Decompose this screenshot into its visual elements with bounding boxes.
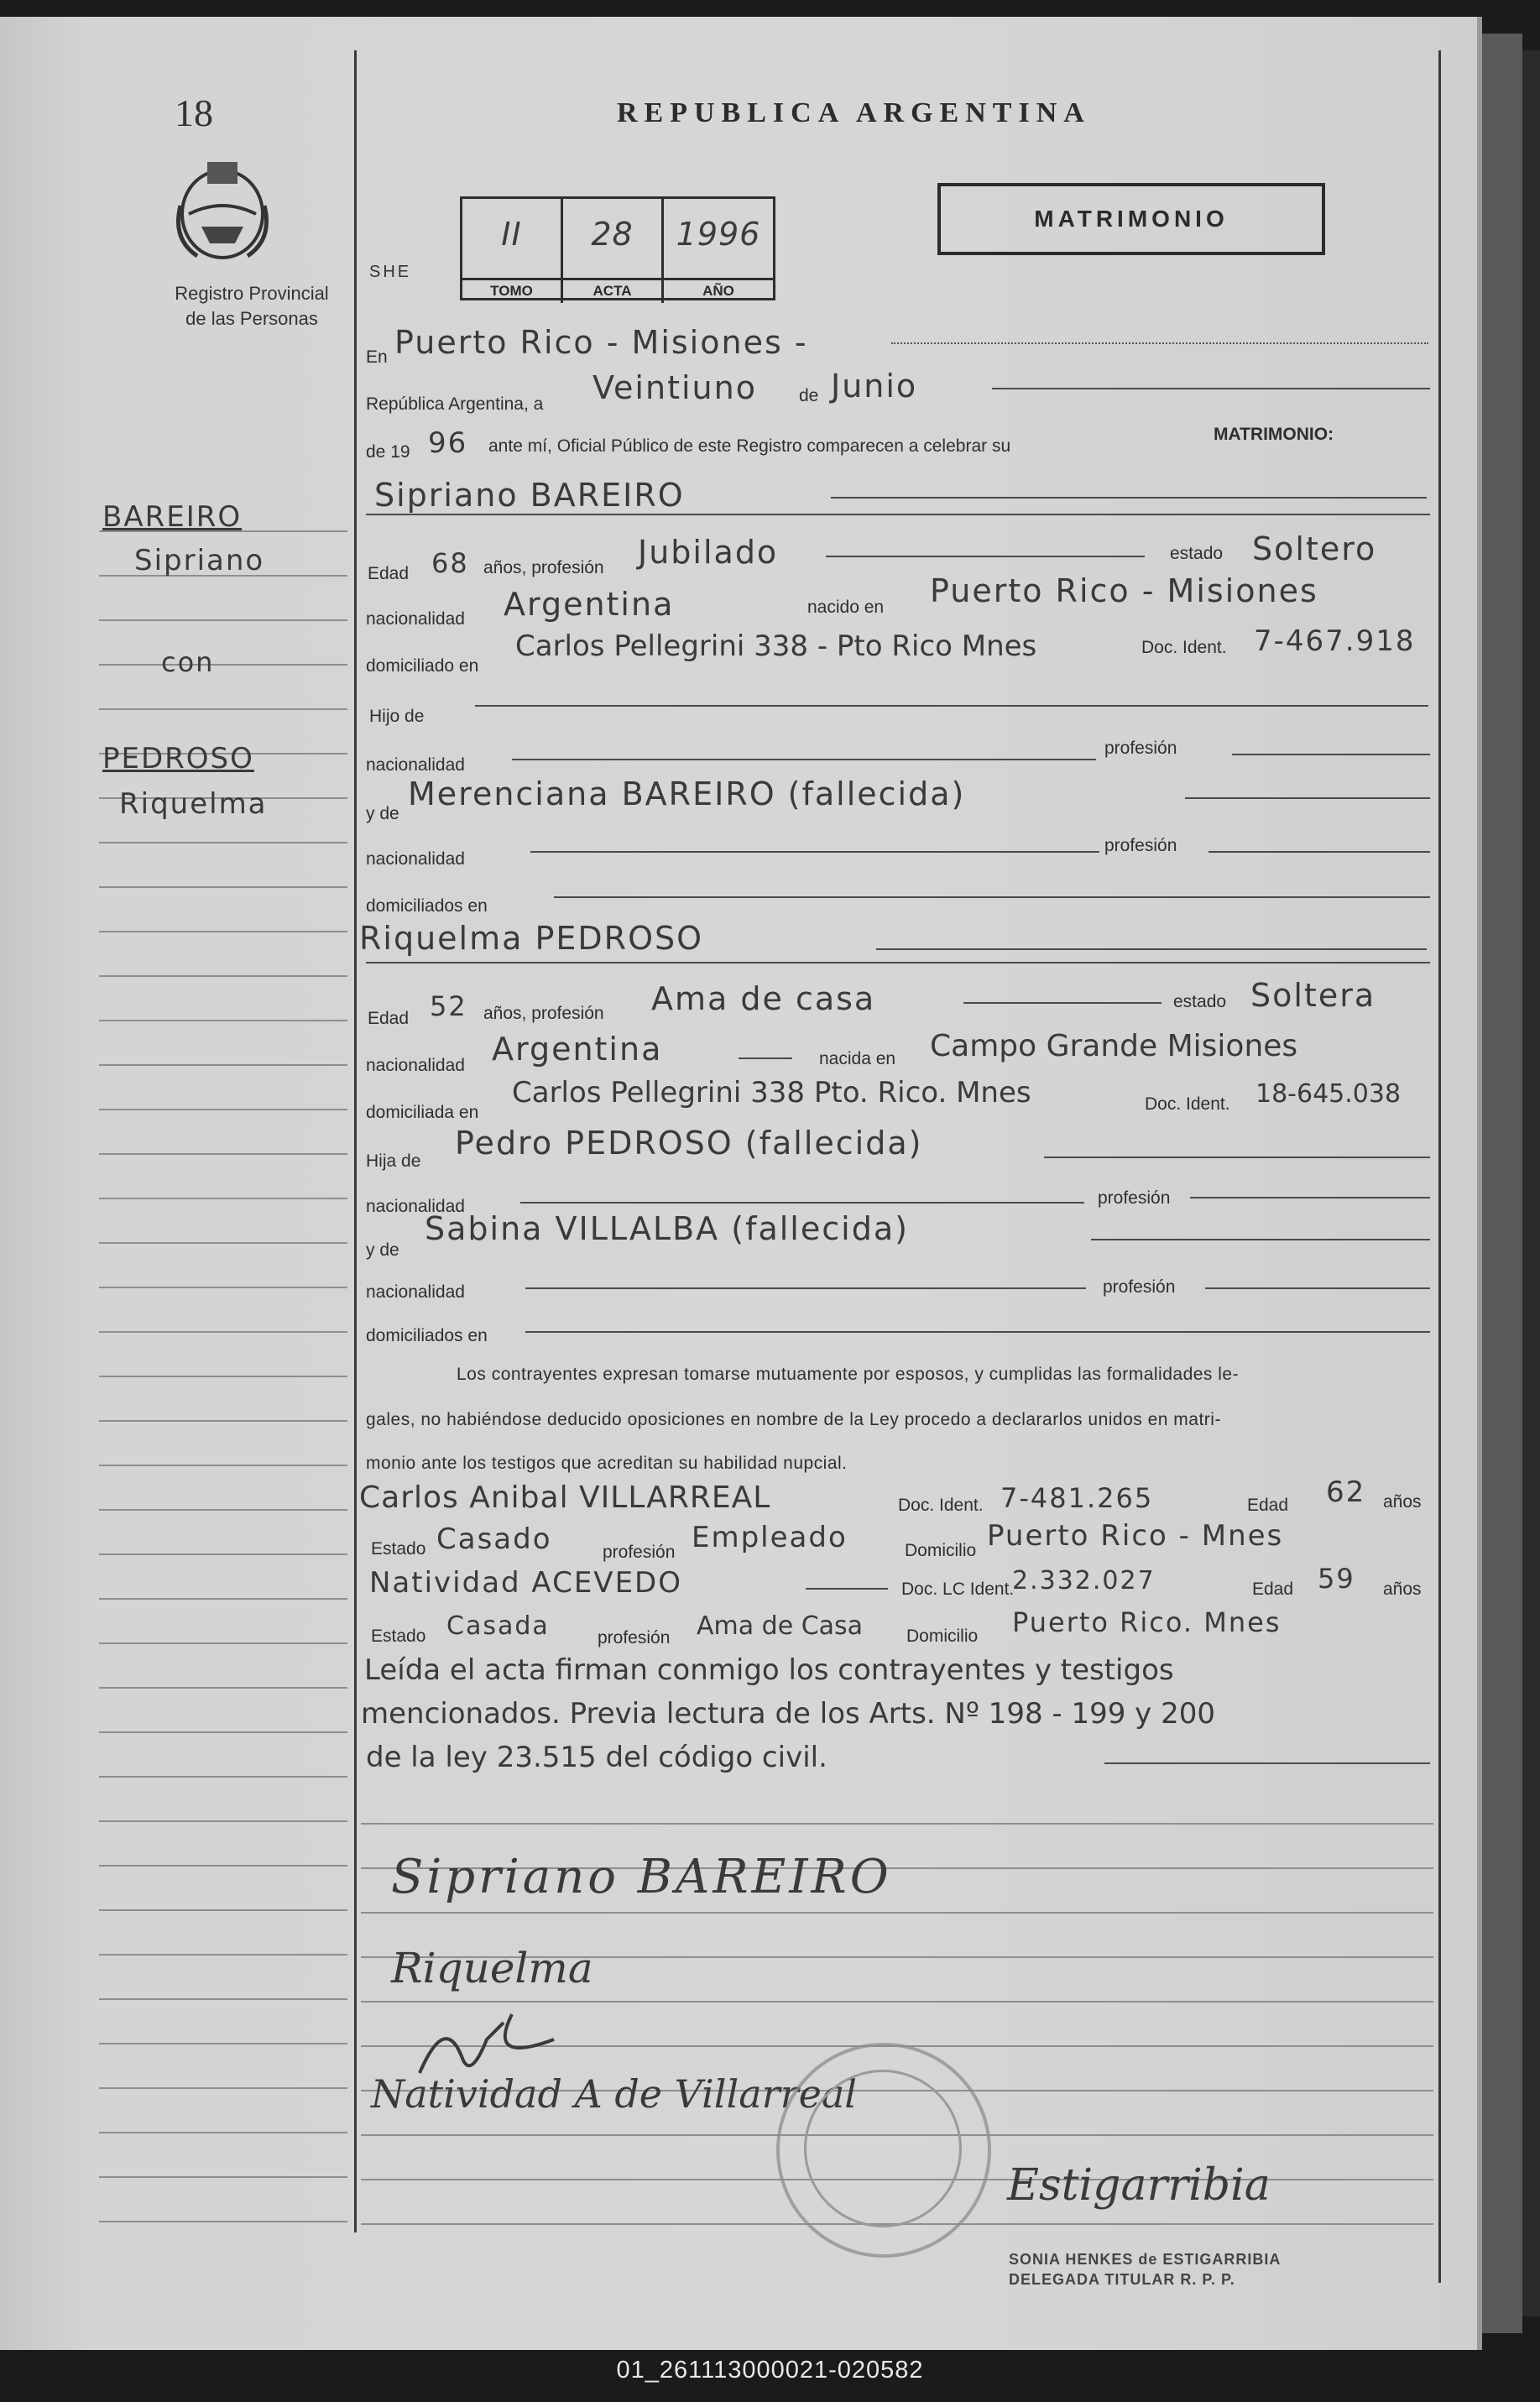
groom-doc-number: 7-467.918 xyxy=(1254,624,1416,658)
groom-parents-dom-label: domiciliados en xyxy=(366,896,488,916)
margin-groom-name: Sipriano xyxy=(134,544,265,577)
groom-mother-nat-line xyxy=(530,851,1099,853)
bride-father-nat-label: nacionalidad xyxy=(366,1197,465,1216)
groom-estado-label: estado xyxy=(1170,544,1224,563)
intro-text: ante mí, Oficial Público de este Registro comparecen a celebrar su xyxy=(488,436,1011,456)
signature-bride: Riquelma xyxy=(391,1944,593,1992)
groom-name-line xyxy=(831,497,1427,499)
witness2-status: Casada xyxy=(446,1611,550,1641)
witness1-domicilio-label: Domicilio xyxy=(905,1541,977,1560)
closing-line xyxy=(1104,1762,1430,1764)
bride-profession: Ama de casa xyxy=(651,980,876,1017)
bride-name-line xyxy=(876,948,1427,950)
witness2-profesion-label: profesión xyxy=(598,1628,671,1647)
witness1-profession: Empleado xyxy=(692,1521,848,1554)
groom-name-line2 xyxy=(366,514,1430,515)
bride-nacida-label: nacida en xyxy=(819,1049,896,1068)
groom-mother-line xyxy=(1185,797,1430,799)
bride-parents-dom-label: domiciliados en xyxy=(366,1326,488,1345)
bride-mother-nat-label: nacionalidad xyxy=(366,1282,465,1302)
tomo-acta-anio-table xyxy=(460,196,775,300)
bride-status: Soltera xyxy=(1250,977,1376,1014)
bride-estado-label: estado xyxy=(1173,992,1227,1011)
anio-cell: 1996 AÑO xyxy=(664,199,773,303)
closing-line1: Leída el acta firman conmigo los contrayentes y testigos xyxy=(364,1653,1174,1687)
left-margin-line xyxy=(354,50,357,2232)
bride-mother: Sabina VILLALBA (fallecida) xyxy=(425,1210,909,1247)
signature-groom: Sipriano BAREIRO xyxy=(391,1850,892,1904)
witness2-address: Puerto Rico. Mnes xyxy=(1012,1606,1282,1638)
groom-father-prof-line xyxy=(1232,754,1430,755)
day-value: Veintiuno xyxy=(593,369,757,406)
bride-mother-prof-line xyxy=(1205,1287,1430,1289)
groom-dom-label: domiciliado en xyxy=(366,656,479,676)
witness2-name-line xyxy=(806,1588,888,1590)
bride-father-nat-line xyxy=(520,1202,1084,1204)
bride-father-line xyxy=(1044,1157,1430,1158)
officer-block xyxy=(1009,2249,1281,2290)
witness2-doc-number: 2.332.027 xyxy=(1012,1566,1156,1595)
witness2-anos-label: años xyxy=(1383,1580,1422,1599)
bride-yde-label: y de xyxy=(366,1240,399,1260)
groom-birthplace: Puerto Rico - Misiones xyxy=(930,572,1318,609)
place-line xyxy=(891,342,1428,346)
bride-age: 52 xyxy=(430,990,467,1022)
bride-mother-prof-label: profesión xyxy=(1103,1277,1176,1297)
year-prefix: de 19 xyxy=(366,442,410,462)
registry-page xyxy=(0,17,1482,2350)
groom-father-prof-label: profesión xyxy=(1104,739,1177,758)
intro-bold: MATRIMONIO: xyxy=(1214,425,1334,444)
bride-address: Carlos Pellegrini 338 Pto. Rico. Mnes xyxy=(512,1076,1031,1110)
witness1-anos-label: años xyxy=(1383,1492,1422,1512)
tomo-cell: II TOMO xyxy=(462,199,563,303)
folio-number: 18 xyxy=(175,91,213,134)
bride-prof-line xyxy=(963,1002,1162,1004)
officer-name: SONIA HENKES de ESTIGARRIBIA xyxy=(1009,2251,1282,2268)
signature-officer: Estigarribia xyxy=(1007,2160,1271,2211)
witness2-estado-label: Estado xyxy=(371,1627,426,1646)
declaration-line1: Los contrayentes expresan tomarse mutuamente por esposos, y cumplidas las formalidades le- xyxy=(457,1365,1240,1384)
official-seal-inner xyxy=(804,2070,962,2227)
book-edge-shadow xyxy=(1522,50,1540,2316)
de-label: de xyxy=(799,386,819,405)
groom-age: 68 xyxy=(431,547,469,579)
groom-nationality: Argentina xyxy=(504,586,675,623)
bride-father: Pedro PEDROSO (fallecida) xyxy=(455,1125,923,1162)
margin-bride-name: Riquelma xyxy=(119,787,268,821)
declaration-line2: gales, no habiéndose deducido oposiciones en nombre de la Ley procedo a declararlos unidos en matri- xyxy=(366,1410,1221,1429)
witness1-address: Puerto Rico - Mnes xyxy=(987,1519,1284,1553)
groom-mother-prof-label: profesión xyxy=(1104,836,1177,855)
registry-name: Registro Provincial de las Personas xyxy=(175,283,329,329)
groom-profesion-label: años, profesión xyxy=(483,558,604,577)
date-line xyxy=(992,388,1430,389)
groom-full-name: Sipriano BAREIRO xyxy=(374,477,685,514)
witness1-edad-label: Edad xyxy=(1247,1496,1289,1515)
year-suffix: 96 xyxy=(428,426,468,460)
bride-birthplace: Campo Grande Misiones xyxy=(930,1029,1298,1063)
bride-father-prof-line xyxy=(1190,1197,1430,1198)
witness1-age: 62 xyxy=(1326,1475,1366,1509)
book-edge xyxy=(1482,34,1522,2333)
signature-witness2: Natividad A de Villarreal xyxy=(371,2071,857,2117)
bride-father-prof-label: profesión xyxy=(1098,1188,1171,1208)
bride-nat-line xyxy=(739,1057,792,1059)
en-label: En xyxy=(366,347,388,367)
bride-profesion-label: años, profesión xyxy=(483,1004,604,1023)
month-value: Junio xyxy=(831,368,918,405)
groom-parents-dom-line xyxy=(554,896,1430,898)
witness2-doc-label: Doc. LC Ident. xyxy=(901,1580,1015,1599)
bride-doc-label: Doc. Ident. xyxy=(1145,1094,1230,1114)
groom-profession: Jubilado xyxy=(638,534,779,571)
place-value: Puerto Rico - Misiones - xyxy=(394,324,808,361)
witness2-age: 59 xyxy=(1318,1563,1355,1595)
margin-bride-surname: PEDROSO xyxy=(102,742,254,775)
groom-mother-nat-label: nacionalidad xyxy=(366,849,465,869)
groom-yde-label: y de xyxy=(366,804,399,823)
groom-mother-prof-line xyxy=(1209,851,1430,853)
witness1-estado-label: Estado xyxy=(371,1539,426,1559)
witness1-doc-label: Doc. Ident. xyxy=(898,1496,984,1515)
groom-hijo-label: Hijo de xyxy=(369,707,425,726)
declaration-line3: monio ante los testigos que acreditan su habilidad nupcial. xyxy=(366,1454,848,1473)
witness2-domicilio-label: Domicilio xyxy=(906,1627,979,1646)
republic-label: República Argentina, a xyxy=(366,394,544,414)
groom-doc-label: Doc. Ident. xyxy=(1141,638,1227,657)
groom-status: Soltero xyxy=(1252,530,1377,567)
bride-mother-nat-line xyxy=(525,1287,1086,1289)
witness1-status: Casado xyxy=(436,1522,552,1556)
bride-mother-line xyxy=(1091,1239,1430,1240)
witness2-name: Natividad ACEVEDO xyxy=(369,1566,682,1600)
margin-connector: con xyxy=(161,646,215,678)
bride-nat-label: nacionalidad xyxy=(366,1056,465,1075)
acta-cell: 28 ACTA xyxy=(563,199,664,303)
groom-father-nat-line xyxy=(512,759,1096,760)
closing-line3: de la ley 23.515 del código civil. xyxy=(366,1741,827,1774)
groom-father-line xyxy=(475,705,1428,707)
country-title: REPUBLICA ARGENTINA xyxy=(617,97,1091,128)
witness1-profesion-label: profesión xyxy=(603,1543,676,1562)
bride-name-line2 xyxy=(366,962,1430,963)
file-id-label: 01_261113000021-020582 xyxy=(616,2357,924,2384)
bride-edad-label: Edad xyxy=(368,1009,410,1028)
margin-groom-surname: BAREIRO xyxy=(102,500,243,534)
bride-full-name: Riquelma PEDROSO xyxy=(359,920,704,957)
officer-title: DELEGADA TITULAR R. P. P. xyxy=(1009,2271,1235,2288)
act-type-box: MATRIMONIO xyxy=(937,183,1325,255)
bride-dom-label: domiciliada en xyxy=(366,1103,479,1122)
bride-hija-label: Hija de xyxy=(366,1151,421,1171)
groom-prof-line xyxy=(826,556,1145,557)
groom-nat-label: nacionalidad xyxy=(366,609,465,629)
coat-of-arms-icon xyxy=(172,147,273,264)
witness2-profession: Ama de Casa xyxy=(697,1611,864,1641)
groom-address: Carlos Pellegrini 338 - Pto Rico Mnes xyxy=(515,629,1037,663)
witness1-name: Carlos Anibal VILLARREAL xyxy=(359,1480,771,1515)
right-margin-line xyxy=(1438,50,1441,2283)
groom-edad-label: Edad xyxy=(368,564,410,583)
witness2-edad-label: Edad xyxy=(1252,1580,1294,1599)
groom-father-nat-label: nacionalidad xyxy=(366,755,465,775)
she-code: SHE xyxy=(369,263,412,281)
bride-doc-number: 18-645.038 xyxy=(1255,1079,1402,1109)
bride-parents-dom-line xyxy=(525,1331,1430,1333)
closing-line2: mencionados. Previa lectura de los Arts. Nº 198 - 199 y 200 xyxy=(361,1697,1215,1731)
witness1-doc-number: 7-481.265 xyxy=(1000,1482,1154,1514)
groom-nacido-label: nacido en xyxy=(807,598,885,617)
bride-nationality: Argentina xyxy=(492,1031,663,1068)
groom-mother: Merenciana BAREIRO (fallecida) xyxy=(408,775,966,812)
